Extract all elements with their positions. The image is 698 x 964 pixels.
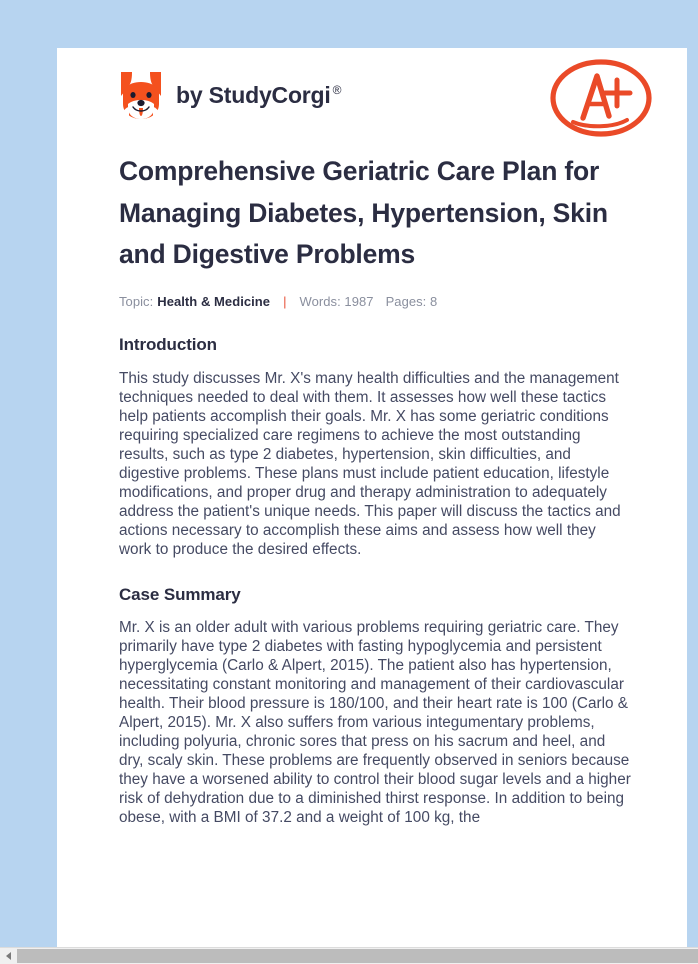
horizontal-scrollbar[interactable] xyxy=(0,947,698,964)
page-count: Pages: 8 xyxy=(385,293,438,309)
studycorgi-brand[interactable] xyxy=(119,70,341,120)
document-meta xyxy=(119,294,632,309)
brand-name: StudyCorgi xyxy=(208,81,331,108)
corgi-head-icon xyxy=(119,70,163,120)
document-body xyxy=(57,151,687,827)
word-count: Words: 1987 xyxy=(299,293,374,309)
brand-prefix: by xyxy=(176,81,209,108)
chevron-left-icon xyxy=(6,952,11,960)
meta-separator: | xyxy=(283,293,287,309)
page-title: Comprehensive Geriatric Care Plan for Managing Diabetes, Hypertension, Skin and Digestive Problems xyxy=(119,156,608,269)
brand-wordmark xyxy=(176,81,342,108)
section-heading-case-summary: Case Summary xyxy=(119,584,241,604)
a-plus-grade-icon xyxy=(547,56,655,142)
section-paragraph-case-summary: Mr. X is an older adult with various problems requiring geriatric care. They primarily have type 2 diabetes with fasting hypoglycemia and persistent hyperglycemia (Carlo & Alpert, 2015). The patient also has hypertension, necessitating constant monitoring and management of their cardiovascular health. Their blood pressure is 180/100, and their heart rate is 100 (Carlo & Alpert, 2015). Mr. X also suffers from various integumentary problems, including polyuria, chronic sores that press on his sacrum and heel, and dry, scaly skin. These problems are frequently observed in seniors because they have a worsened ability to control their blood sugar levels and a higher risk of dehydration due to a diminished thirst response. In addition to being obese, with a BMI of 37.2 and a weight of 100 kg, the xyxy=(119,618,631,826)
document-sheet xyxy=(57,48,687,947)
document-masthead xyxy=(57,48,687,151)
scrollbar-track[interactable] xyxy=(17,948,698,964)
scrollbar-thumb[interactable] xyxy=(17,949,698,963)
scrollbar-left-button[interactable] xyxy=(0,948,17,964)
section-heading-introduction: Introduction xyxy=(119,334,217,354)
section-paragraph-introduction: This study discusses Mr. X's many health difficulties and the management techniques needed to deal with them. It assesses how well these tactics help patients accomplish their goals. Mr. X has some geriatric conditions requiring specialized care regimens to achieve the most outstanding results, such as type 2 diabetes, hypertension, skin difficulties, and digestive problems. These plans must include patient education, lifestyle modifications, and proper drug and therapy administration to adequately address the patient's unique needs. This paper will discuss the tactics and actions necessary to accomplish these aims and assess how well they work to produce the desired effects. xyxy=(119,369,621,558)
registered-trademark-icon: ® xyxy=(332,82,342,97)
topic-value[interactable]: Health & Medicine xyxy=(157,293,271,309)
topic-label: Topic: xyxy=(119,293,154,309)
